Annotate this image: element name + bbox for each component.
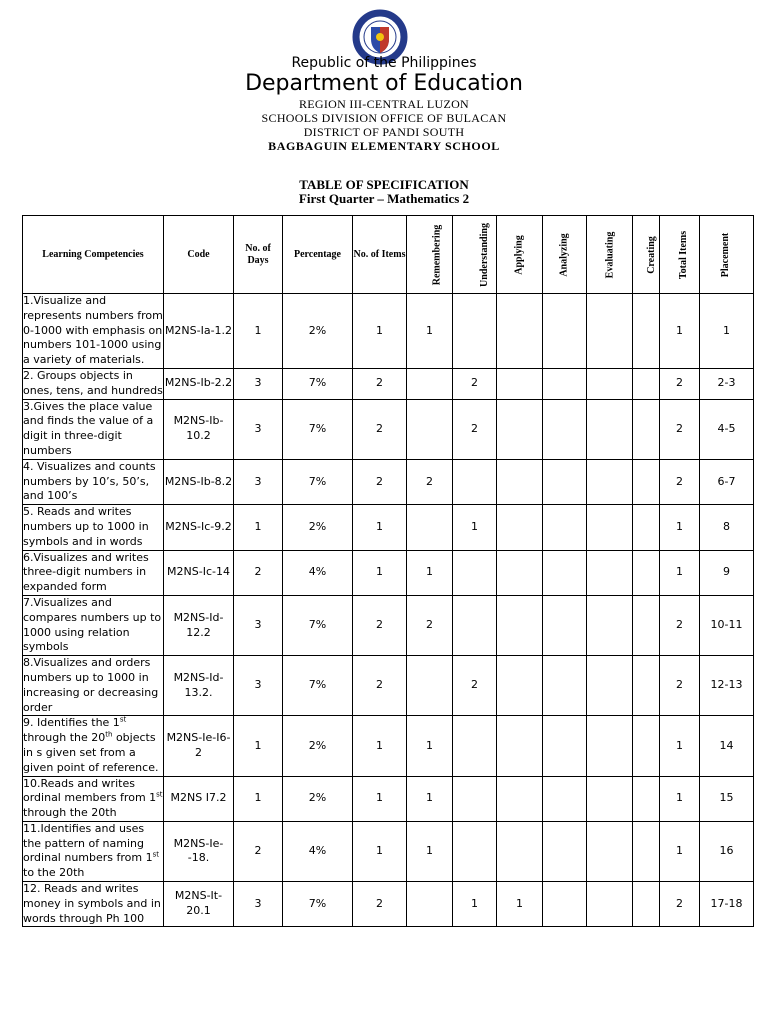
evaluating-cell	[587, 716, 633, 776]
evaluating-cell	[587, 505, 633, 550]
table-row	[23, 716, 754, 776]
remembering-cell: 1	[407, 821, 453, 881]
competency-text: 11.Identifies and uses the pattern of naming ordinal numbers from 1	[23, 821, 153, 865]
code-cell: M2NS-Id-13.2.	[164, 656, 234, 716]
analyzing-cell	[543, 294, 587, 369]
percentage-cell: 7%	[283, 368, 353, 399]
competency-text: to the 20th	[23, 866, 85, 880]
days-cell: 3	[234, 368, 283, 399]
table-row	[23, 459, 754, 504]
total-cell: 1	[660, 505, 700, 550]
header-evaluating	[587, 216, 633, 294]
placement-cell: 10-11	[700, 595, 754, 655]
remembering-cell: 2	[407, 595, 453, 655]
competency-cell	[23, 821, 164, 881]
applying-cell	[497, 550, 543, 595]
header-placement-label: Placement	[720, 232, 732, 277]
applying-cell	[497, 399, 543, 459]
table-row	[23, 294, 754, 369]
analyzing-cell	[543, 595, 587, 655]
total-cell: 2	[660, 459, 700, 504]
total-cell: 2	[660, 656, 700, 716]
table-row	[23, 821, 754, 881]
analyzing-cell	[543, 505, 587, 550]
code-cell: M2NS-Ib-8.2	[164, 459, 234, 504]
competency-cell: 2. Groups objects in ones, tens, and hundreds	[23, 368, 164, 399]
evaluating-cell	[587, 294, 633, 369]
table-row	[23, 368, 754, 399]
total-cell: 1	[660, 821, 700, 881]
understanding-cell	[453, 821, 497, 881]
competency-cell	[23, 716, 164, 776]
percentage-cell: 4%	[283, 821, 353, 881]
understanding-cell: 1	[453, 505, 497, 550]
items-cell: 2	[353, 656, 407, 716]
placement-cell: 8	[700, 505, 754, 550]
header-total	[660, 216, 700, 294]
items-cell: 1	[353, 821, 407, 881]
understanding-cell	[453, 459, 497, 504]
competency-cell: 12. Reads and writes money in symbols and in words through Ph 100	[23, 882, 164, 927]
days-cell: 3	[234, 399, 283, 459]
remembering-cell: 1	[407, 550, 453, 595]
percentage-cell: 4%	[283, 550, 353, 595]
competency-cell: 5. Reads and writes numbers up to 1000 in symbols and in words	[23, 505, 164, 550]
creating-cell	[633, 505, 660, 550]
competency-text: objects in s given set from a given point of reference.	[23, 731, 159, 774]
total-cell: 2	[660, 882, 700, 927]
remembering-cell	[407, 882, 453, 927]
code-cell: M2NS-Id-12.2	[164, 595, 234, 655]
district-line: DISTRICT OF PANDI SOUTH	[303, 125, 465, 139]
header-percentage: Percentage	[283, 216, 353, 294]
days-cell: 1	[234, 505, 283, 550]
ordinal-suffix: st	[119, 715, 127, 724]
total-cell: 1	[660, 550, 700, 595]
competency-cell: 1.Visualize and represents numbers from 0-1000 with emphasis on numbers 101-1000 using a variety of materials.	[23, 294, 164, 369]
applying-cell	[497, 595, 543, 655]
analyzing-cell	[543, 459, 587, 504]
understanding-cell	[453, 294, 497, 369]
competency-text: 9. Identifies the 1	[23, 716, 120, 730]
total-cell: 2	[660, 399, 700, 459]
items-cell: 2	[353, 459, 407, 504]
header-code: Code	[164, 216, 234, 294]
days-cell: 3	[234, 595, 283, 655]
code-cell: M2NS-Ib-10.2	[164, 399, 234, 459]
percentage-cell: 2%	[283, 716, 353, 776]
header-applying	[497, 216, 543, 294]
competency-text: 10.Reads and writes ordinal members from 1	[23, 776, 157, 805]
days-cell: 1	[234, 776, 283, 821]
analyzing-cell	[543, 882, 587, 927]
evaluating-cell	[587, 821, 633, 881]
creating-cell	[633, 821, 660, 881]
specification-table	[22, 215, 754, 927]
remembering-cell: 1	[407, 294, 453, 369]
evaluating-cell	[587, 776, 633, 821]
creating-cell	[633, 716, 660, 776]
placement-cell: 12-13	[700, 656, 754, 716]
days-cell: 1	[234, 294, 283, 369]
table-row	[23, 882, 754, 927]
total-cell: 2	[660, 595, 700, 655]
document-title: TABLE OF SPECIFICATION	[299, 177, 469, 192]
republic-line: Republic of the Philippines	[291, 55, 477, 71]
competency-text: through the 20	[23, 731, 106, 745]
creating-cell	[633, 459, 660, 504]
percentage-cell: 7%	[283, 595, 353, 655]
evaluating-cell	[587, 656, 633, 716]
region-line: REGION III-CENTRAL LUZON	[298, 97, 470, 111]
total-cell: 1	[660, 776, 700, 821]
days-cell: 3	[234, 656, 283, 716]
header-items: No. of Items	[353, 216, 407, 294]
remembering-cell: 2	[407, 459, 453, 504]
department-title: Department of Education	[245, 71, 523, 96]
items-cell: 1	[353, 294, 407, 369]
header-competencies: Learning Competencies	[23, 216, 164, 294]
creating-cell	[633, 294, 660, 369]
applying-cell: 1	[497, 882, 543, 927]
code-cell: M2NS-It-20.1	[164, 882, 234, 927]
competency-text: through the 20th	[23, 806, 117, 820]
table-row	[23, 399, 754, 459]
creating-cell	[633, 399, 660, 459]
items-cell: 1	[353, 716, 407, 776]
placement-cell: 4-5	[700, 399, 754, 459]
analyzing-cell	[543, 776, 587, 821]
competency-cell: 3.Gives the place value and finds the value of a digit in three-digit numbers	[23, 399, 164, 459]
header-days: No. of Days	[234, 216, 283, 294]
header-analyzing-label: Analyzing	[558, 232, 570, 277]
understanding-cell: 2	[453, 368, 497, 399]
remembering-cell	[407, 505, 453, 550]
evaluating-cell	[587, 882, 633, 927]
competency-cell: 7.Visualizes and compares numbers up to 1000 using relation symbols	[23, 595, 164, 655]
header-creating	[633, 216, 660, 294]
header-remembering-label: Remembering	[431, 224, 443, 285]
header-analyzing	[543, 216, 587, 294]
applying-cell	[497, 821, 543, 881]
items-cell: 1	[353, 550, 407, 595]
table-row	[23, 776, 754, 821]
placement-cell: 6-7	[700, 459, 754, 504]
table-row	[23, 505, 754, 550]
competency-cell: 4. Visualizes and counts numbers by 10’s, 50’s, and 100’s	[23, 459, 164, 504]
ordinal-suffix: st	[152, 850, 160, 859]
header-applying-label: Applying	[513, 234, 525, 275]
analyzing-cell	[543, 368, 587, 399]
items-cell: 2	[353, 368, 407, 399]
creating-cell	[633, 595, 660, 655]
competency-cell: 8.Visualizes and orders numbers up to 1000 in increasing or decreasing order	[23, 656, 164, 716]
evaluating-cell	[587, 550, 633, 595]
creating-cell	[633, 656, 660, 716]
applying-cell	[497, 459, 543, 504]
placement-cell: 9	[700, 550, 754, 595]
placement-cell: 2-3	[700, 368, 754, 399]
evaluating-cell	[587, 595, 633, 655]
school-name: BAGBAGUIN ELEMENTARY SCHOOL	[268, 139, 500, 153]
analyzing-cell	[543, 656, 587, 716]
header-remembering	[407, 216, 453, 294]
header-creating-label: Creating	[645, 235, 657, 274]
placement-cell: 16	[700, 821, 754, 881]
competency-cell	[23, 776, 164, 821]
days-cell: 2	[234, 550, 283, 595]
table-header-row	[23, 216, 754, 294]
code-cell: M2NS I7.2	[164, 776, 234, 821]
code-cell: M2NS-Ic-9.2	[164, 505, 234, 550]
understanding-cell: 2	[453, 656, 497, 716]
total-cell: 1	[660, 294, 700, 369]
remembering-cell: 1	[407, 716, 453, 776]
days-cell: 1	[234, 716, 283, 776]
understanding-cell: 2	[453, 399, 497, 459]
analyzing-cell	[543, 716, 587, 776]
days-cell: 3	[234, 882, 283, 927]
header-total-label: Total Items	[678, 230, 690, 279]
percentage-cell: 2%	[283, 505, 353, 550]
applying-cell	[497, 294, 543, 369]
code-cell: M2NS-Ie--18.	[164, 821, 234, 881]
items-cell: 2	[353, 595, 407, 655]
code-cell: M2NS-Ie-I6-2	[164, 716, 234, 776]
items-cell: 2	[353, 399, 407, 459]
understanding-cell	[453, 776, 497, 821]
placement-cell: 1	[700, 294, 754, 369]
applying-cell	[497, 716, 543, 776]
understanding-cell	[453, 550, 497, 595]
code-cell: M2NS-Ia-1.2	[164, 294, 234, 369]
understanding-cell	[453, 716, 497, 776]
understanding-cell: 1	[453, 882, 497, 927]
remembering-cell	[407, 368, 453, 399]
placement-cell: 17-18	[700, 882, 754, 927]
creating-cell	[633, 776, 660, 821]
ordinal-suffix: st	[156, 790, 163, 799]
items-cell: 1	[353, 776, 407, 821]
total-cell: 1	[660, 716, 700, 776]
percentage-cell: 2%	[283, 294, 353, 369]
remembering-cell	[407, 399, 453, 459]
table-row	[23, 550, 754, 595]
percentage-cell: 7%	[283, 399, 353, 459]
creating-cell	[633, 882, 660, 927]
remembering-cell	[407, 656, 453, 716]
items-cell: 2	[353, 882, 407, 927]
document-subtitle: First Quarter – Mathematics 2	[298, 191, 470, 206]
understanding-cell	[453, 595, 497, 655]
header-understanding	[453, 216, 497, 294]
competency-cell: 6.Visualizes and writes three-digit numbers in expanded form	[23, 550, 164, 595]
remembering-cell: 1	[407, 776, 453, 821]
percentage-cell: 7%	[283, 656, 353, 716]
analyzing-cell	[543, 550, 587, 595]
applying-cell	[497, 656, 543, 716]
code-cell: M2NS-Ib-2.2	[164, 368, 234, 399]
applying-cell	[497, 505, 543, 550]
total-cell: 2	[660, 368, 700, 399]
placement-cell: 15	[700, 776, 754, 821]
analyzing-cell	[543, 399, 587, 459]
header-understanding-label: Understanding	[478, 222, 490, 287]
creating-cell	[633, 368, 660, 399]
ordinal-suffix: th	[105, 730, 113, 739]
days-cell: 3	[234, 459, 283, 504]
percentage-cell: 7%	[283, 882, 353, 927]
applying-cell	[497, 368, 543, 399]
items-cell: 1	[353, 505, 407, 550]
header-evaluating-label: Evaluating	[604, 231, 616, 278]
percentage-cell: 2%	[283, 776, 353, 821]
percentage-cell: 7%	[283, 459, 353, 504]
applying-cell	[497, 776, 543, 821]
analyzing-cell	[543, 821, 587, 881]
evaluating-cell	[587, 459, 633, 504]
division-line: SCHOOLS DIVISION OFFICE OF BULACAN	[261, 111, 507, 125]
creating-cell	[633, 550, 660, 595]
table-row	[23, 595, 754, 655]
evaluating-cell	[587, 368, 633, 399]
header-placement	[700, 216, 754, 294]
placement-cell: 14	[700, 716, 754, 776]
table-row	[23, 656, 754, 716]
days-cell: 2	[234, 821, 283, 881]
evaluating-cell	[587, 399, 633, 459]
code-cell: M2NS-Ic-14	[164, 550, 234, 595]
